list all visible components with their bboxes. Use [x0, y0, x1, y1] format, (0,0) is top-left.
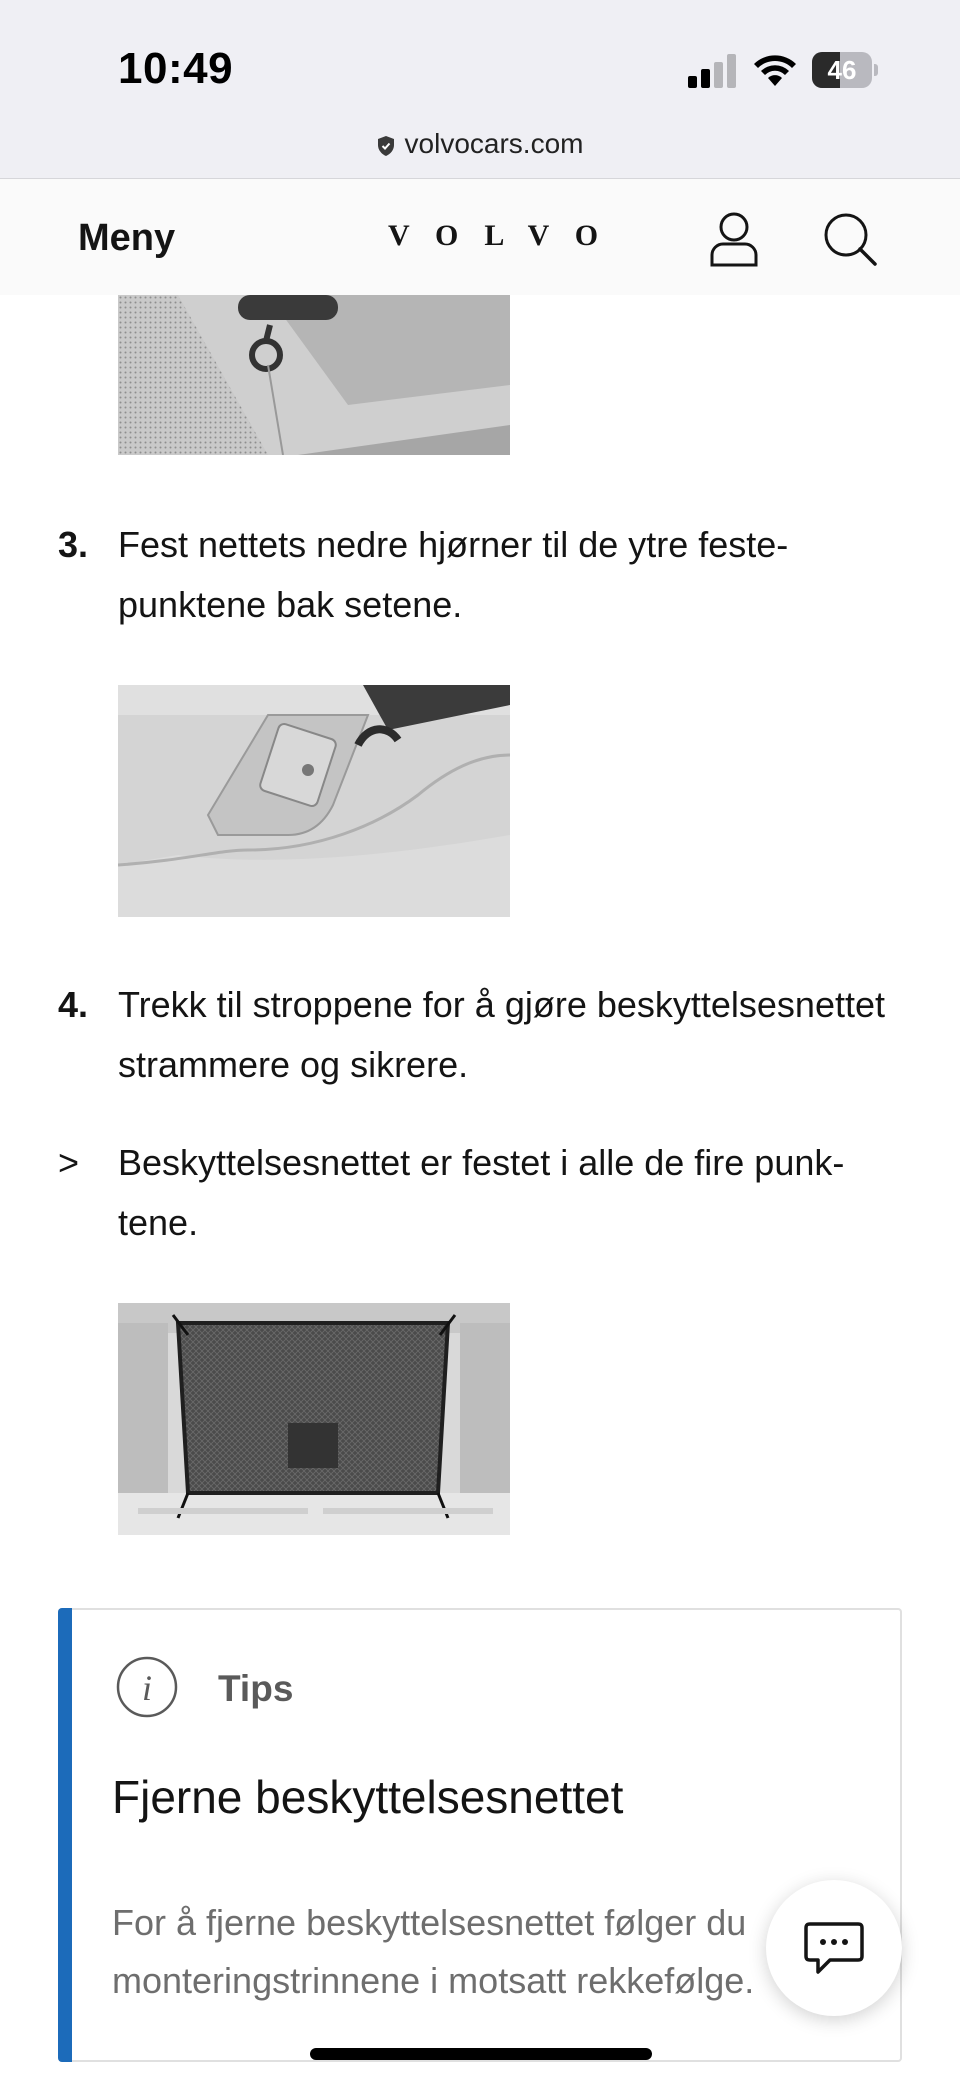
home-indicator[interactable]: [310, 2048, 652, 2060]
cellular-signal-icon: [688, 54, 738, 88]
battery-percentage: 46: [827, 55, 857, 85]
url-text: volvocars.com: [404, 128, 584, 159]
result-marker: >: [58, 1142, 80, 1183]
clock: 10:49: [118, 44, 234, 93]
search-icon[interactable]: [822, 211, 878, 267]
article-content: [0, 295, 960, 2081]
step-text: Fest nettets nedre hjørner til de ytre feste-punktene bak setene.: [118, 524, 789, 625]
chat-button[interactable]: [766, 1880, 902, 2016]
svg-text:i: i: [141, 1668, 153, 1708]
info-icon: [116, 1656, 178, 1718]
tips-callout: [58, 1608, 902, 2062]
user-icon[interactable]: [708, 211, 760, 267]
step-text: Beskyttelsesnettet er festet i alle de fire punk-tene.: [118, 1142, 845, 1243]
accent-bar: [58, 1608, 72, 2062]
volvo-logo[interactable]: VOLVO: [387, 219, 625, 252]
chat-bubble-icon: [804, 1920, 864, 1976]
step-text: Trekk til stroppene for å gjøre beskyttelsesnettet strammere og sikrere.: [118, 984, 886, 1085]
menu-button[interactable]: Meny: [78, 217, 176, 259]
site-header: [0, 179, 960, 295]
tips-label: Tips: [218, 1668, 294, 1709]
battery-icon: [812, 52, 878, 88]
step-number: 4.: [58, 984, 89, 1025]
tips-title: Fjerne beskyttelsesnettet: [112, 1771, 624, 1823]
illustration-installed-net: [118, 1303, 510, 1535]
status-bar: [0, 0, 960, 179]
illustration-lower-anchor: [118, 685, 510, 917]
illustration-upper-anchor: [118, 295, 510, 455]
secure-shield-icon: [377, 135, 395, 157]
wifi-icon: [752, 52, 798, 88]
step-number: 3.: [58, 524, 89, 565]
tips-body: For å fjerne beskyttelsesnettet følger du monteringstrinnene i motsatt rekkefølge.: [112, 1902, 755, 2001]
address-bar[interactable]: [0, 128, 960, 160]
